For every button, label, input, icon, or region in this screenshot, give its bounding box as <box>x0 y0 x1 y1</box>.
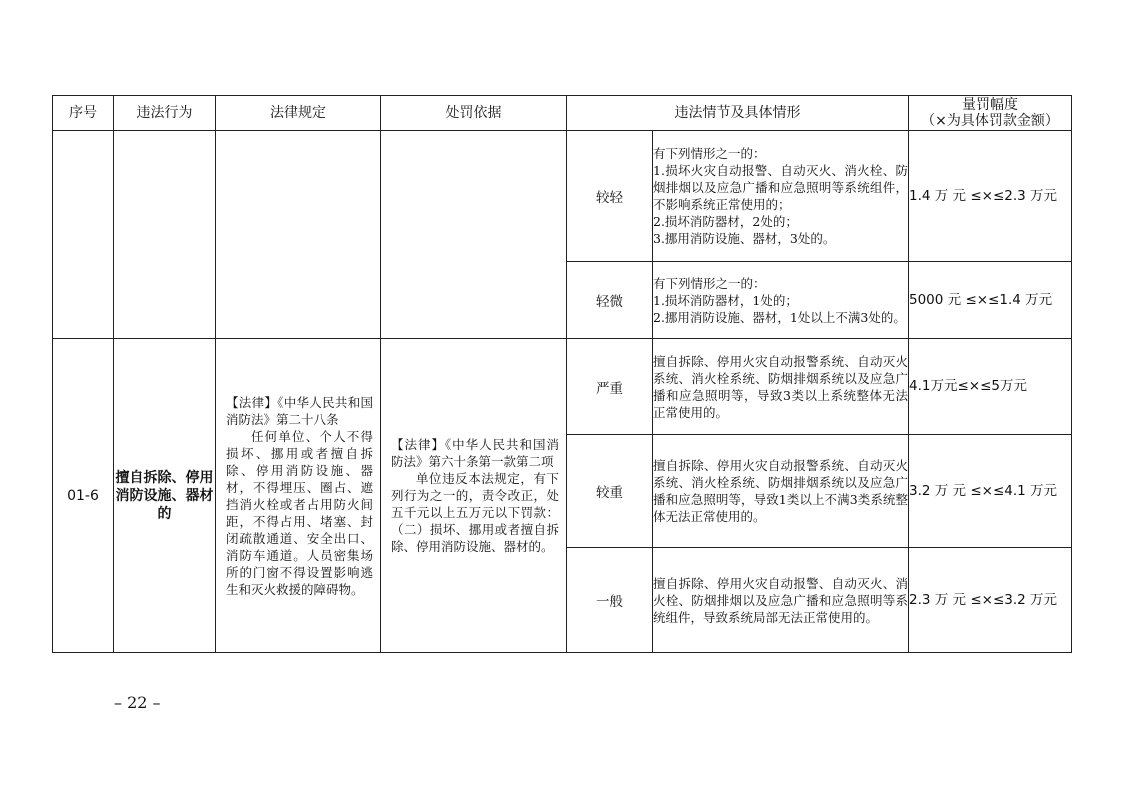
penalty-basis-cell <box>381 339 567 653</box>
header-range-line1: 量罚幅度 <box>962 97 1018 113</box>
level-label: 严重 <box>567 339 653 435</box>
header-penalty-range <box>909 96 1072 131</box>
circumstance-detail: 擅自拆除、停用火灾自动报警系统、自动灭火系统、消火栓系统、防烟排烟系统以及应急广播和应急照明等，导致1类以上不满3类系统整体无法正常使用的。 <box>653 435 909 548</box>
detail-line: 2.挪用消防设施、器材，1处以上不满3处的。 <box>653 309 906 325</box>
detail-line: 1.损坏火灾自动报警、自动灭火、消火栓、防烟排烟以及应急广播和应急照明等系统组件，不影响系统正常使用的； <box>653 163 908 212</box>
page-number: – 22 – <box>114 693 161 712</box>
continued-basis-cell <box>381 131 567 339</box>
continued-legal-cell <box>216 131 381 339</box>
penalty-range: 5000 元 ≤×≤1.4 万元 <box>909 262 1072 339</box>
violation-behavior: 擅自拆除、停用消防设施、器材的 <box>114 339 216 653</box>
detail-line: 有下列情形之一的： <box>653 275 766 291</box>
circumstance-detail <box>653 262 909 339</box>
circumstance-detail: 擅自拆除、停用火灾自动报警、自动灭火、消火栓、防烟排烟以及应急广播和应急照明等系统组件，导致系统局部无法正常使用的。 <box>653 548 909 653</box>
level-label: 较轻 <box>567 131 653 262</box>
continued-code-cell <box>53 131 114 339</box>
header-behavior: 违法行为 <box>114 96 216 131</box>
header-circumstances: 违法情节及具体情形 <box>567 96 909 131</box>
header-row <box>53 96 1072 131</box>
legal-provision-title: 【法律】《中华人民共和国消防法》第二十八条 <box>226 394 373 427</box>
legal-provision-cell <box>216 339 381 653</box>
level-label: 轻微 <box>567 262 653 339</box>
level-label: 一般 <box>567 548 653 653</box>
entry-code: 01-6 <box>53 339 114 653</box>
penalty-table <box>52 95 1072 653</box>
penalty-basis-body: 单位违反本法规定，有下列行为之一的，责令改正，处五千元以上五万元以下罚款：（二）损坏、挪用或者擅自拆除、停用消防设施、器材的。 <box>391 471 559 554</box>
table-row <box>53 339 1072 435</box>
detail-line: 1.损坏消防器材，1处的； <box>653 292 798 308</box>
header-legal-provision: 法律规定 <box>216 96 381 131</box>
circumstance-detail: 擅自拆除、停用火灾自动报警系统、自动灭火系统、消火栓系统、防烟排烟系统以及应急广播和应急照明等，导致3类以上系统整体无法正常使用的。 <box>653 339 909 435</box>
penalty-basis-title: 【法律】《中华人民共和国消防法》第六十条第一款第二项 <box>391 437 559 469</box>
penalty-range: 3.2 万 元 ≤×≤4.1 万元 <box>909 435 1072 548</box>
header-seq: 序号 <box>53 96 114 131</box>
legal-provision-body: 任何单位、个人不得损坏、挪用或者擅自拆除、停用消防设施、器材，不得埋压、圈占、遮挡消火栓或者占用防火间距，不得占用、堵塞、封闭疏散通道、安全出口、消防车通道。人员密集场所的门窗不得设置影响逃生和灭火救援的障碍物。 <box>226 428 373 597</box>
level-label: 较重 <box>567 435 653 548</box>
circumstance-detail <box>653 131 909 262</box>
penalty-range: 2.3 万 元 ≤×≤3.2 万元 <box>909 548 1072 653</box>
header-range-line2: （×为具体罚款金额） <box>921 113 1059 129</box>
detail-line: 有下列情形之一的： <box>653 146 766 161</box>
table-row <box>53 131 1072 262</box>
header-penalty-basis: 处罚依据 <box>381 96 567 131</box>
penalty-range: 4.1万元≤×≤5万元 <box>909 339 1072 435</box>
continued-behavior-cell <box>114 131 216 339</box>
detail-line: 2.损坏消防器材，2处的； <box>653 214 798 229</box>
detail-line: 3.挪用消防设施、器材，3处的。 <box>653 231 836 246</box>
penalty-range: 1.4 万 元 ≤×≤2.3 万元 <box>909 131 1072 262</box>
